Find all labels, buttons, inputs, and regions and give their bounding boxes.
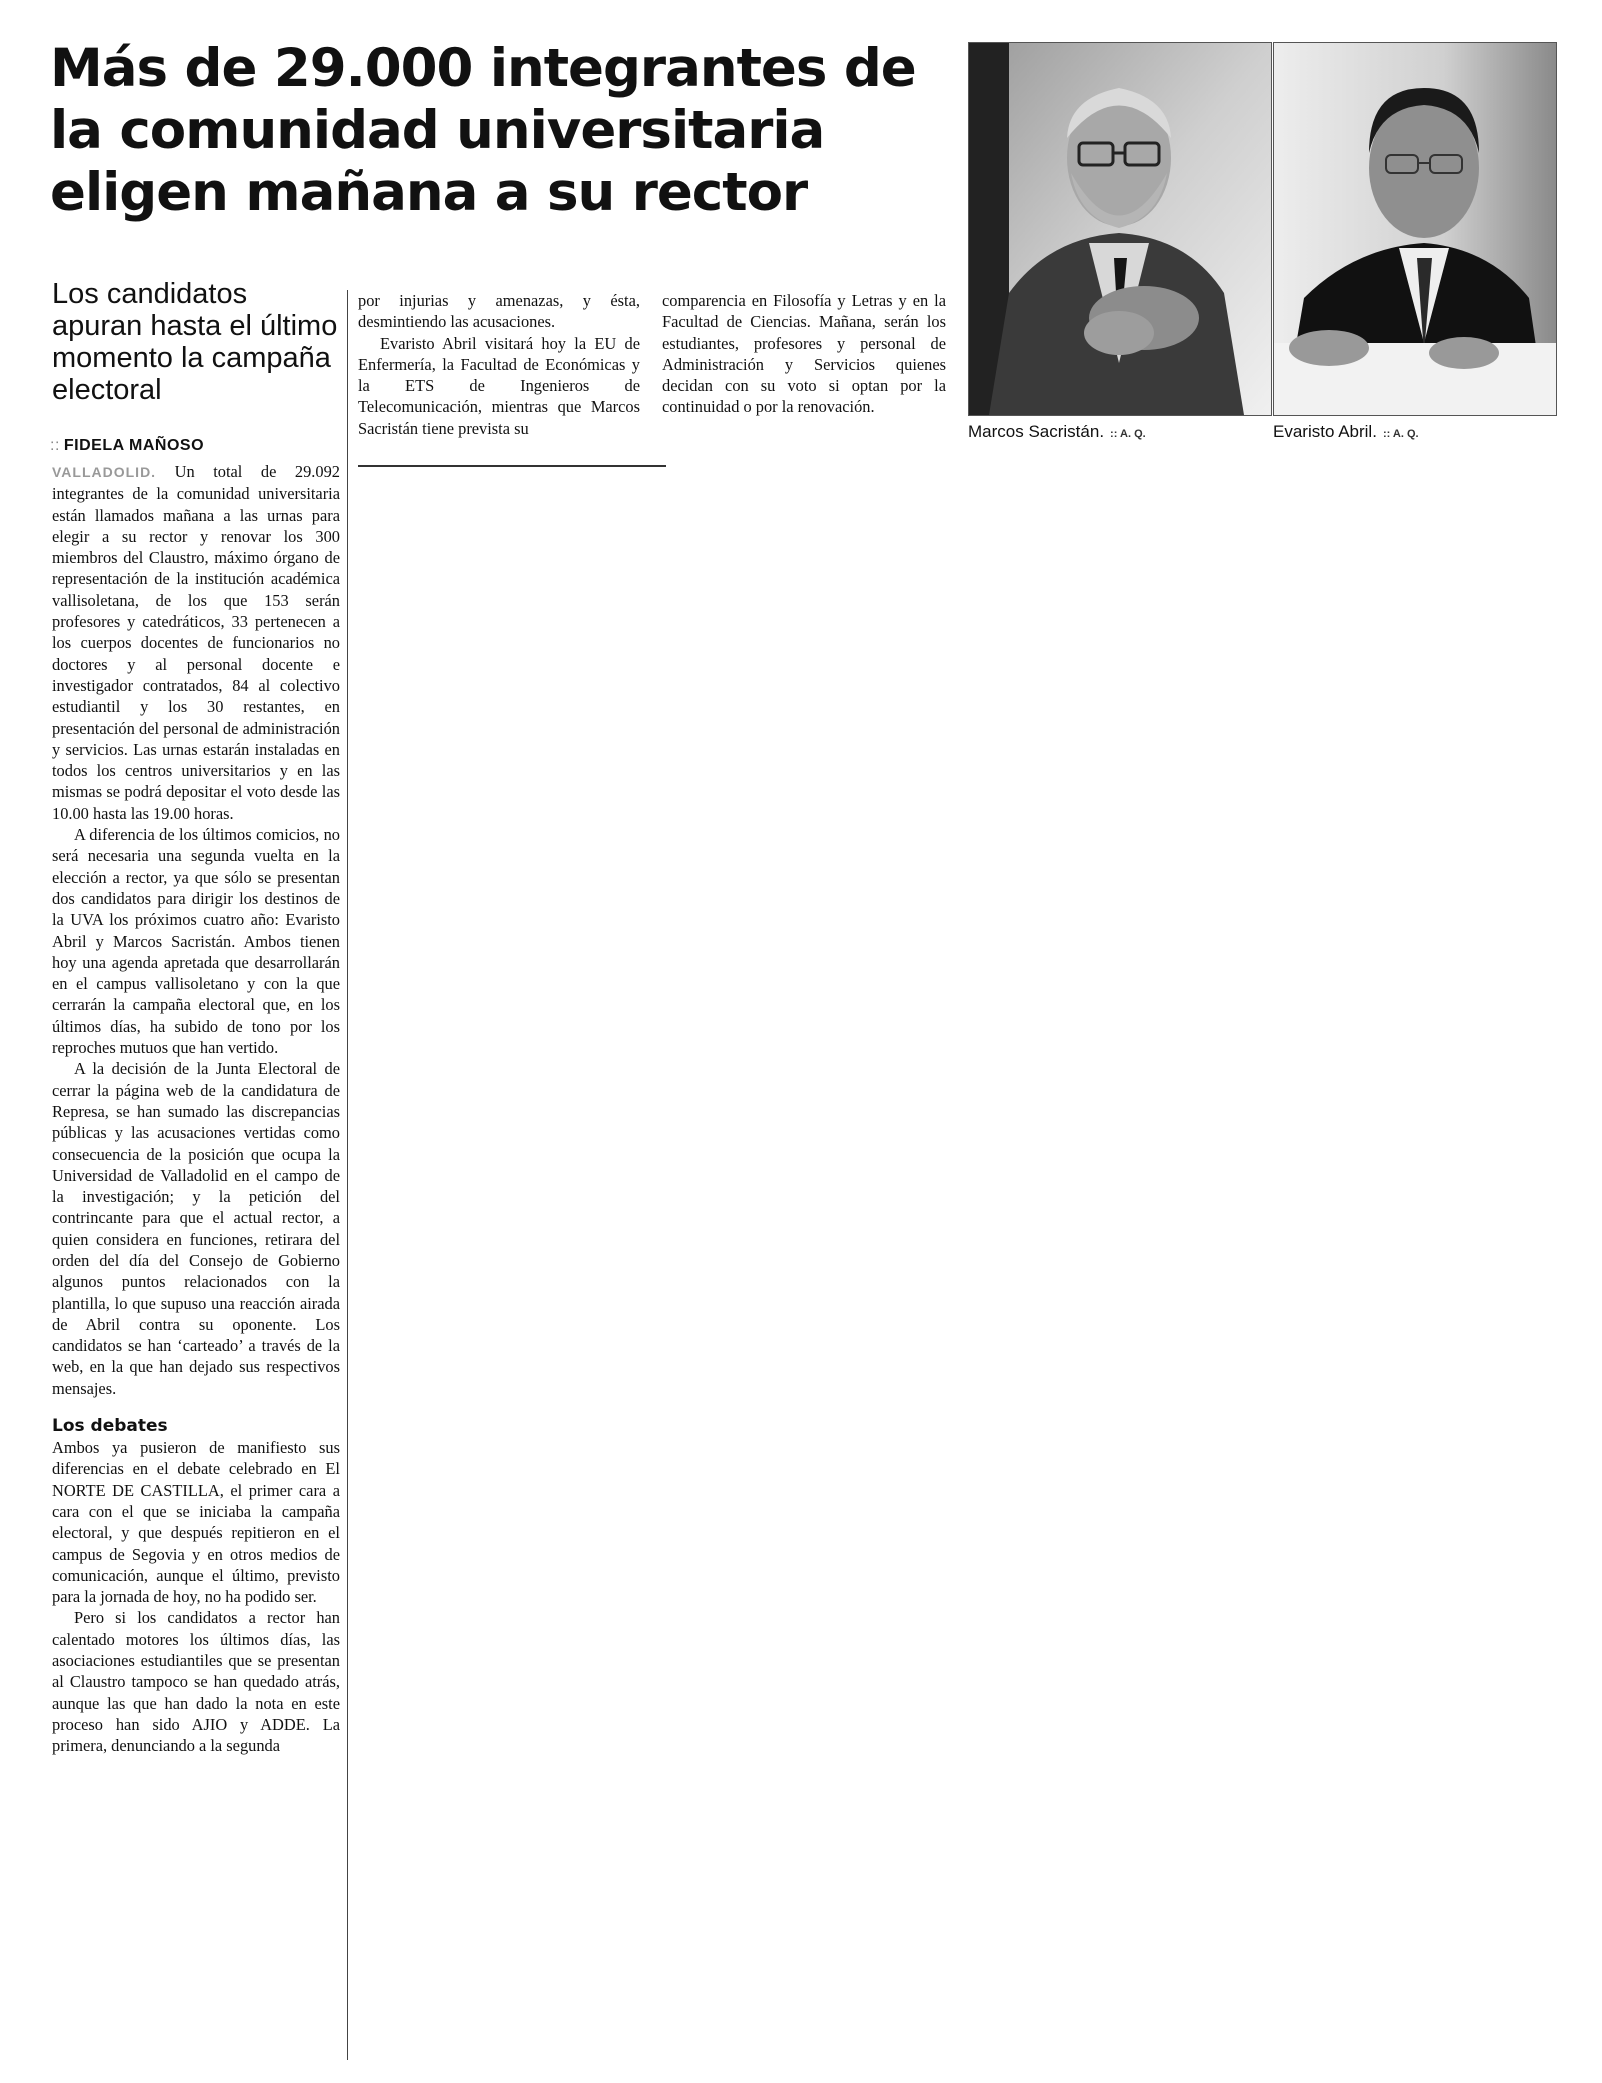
headline: Más de 29.000 integrantes de la comunidad universitaria eligen mañana a su rector (50, 38, 916, 223)
photo-evaristo-abril (1273, 42, 1557, 416)
photo-marcos-sacristan (968, 42, 1272, 416)
paragraph-1 (52, 461, 340, 824)
subheadline: Los candidatos apuran hasta el último momento la campaña electoral (52, 278, 338, 406)
paragraph-1-text: Un total de 29.092 integrantes de la comunidad universitaria están llamados mañana a las urnas para elegir a su rector y renovar los 300 miembros del Claustro, máximo órgano de representación de la institución académica vallisoletana, de los que 153 serán profesores y catedráticos, 33 pertenecen a los cuerpos docentes de funcionarios no doctores y al personal docente e investigador contratados, 84 al colectivo estudiantil y los 30 restantes, en presentación del personal de administración y servicios. Las urnas estarán instaladas en todos los centros universitarios y en las mismas se podrá depositar el voto desde las 10.00 hasta las 19.00 horas. (52, 462, 340, 823)
column-divider (347, 290, 348, 2060)
photo-credit: :: A. Q. (1382, 428, 1419, 440)
article-column-3 (662, 290, 946, 418)
photo-credit: :: A. Q. (1110, 428, 1146, 440)
article-column-1 (52, 461, 340, 1757)
byline-author: FIDELA MAÑOSO (63, 437, 205, 454)
paragraph-4: Ambos ya pusieron de manifiesto sus diferencias en el debate celebrado en El NORTE DE CASTILLA, el primer cara a cara con el que se iniciaba la campaña electoral, y que después repitieron en el campus de Segovia y en otros medios de comunicación, aunque el último, previsto para la jornada de hoy, no ha podido ser. (52, 1438, 340, 1607)
caption-text: Evaristo Abril. (1273, 422, 1377, 441)
paragraph-3: A la decisión de la Junta Electoral de cerrar la página web de la candidatura de Represa, se han sumado las discrepancias públicas y las acusaciones vertidas como consecuencia de la posición que ocupa la Universidad de Valladolid en el campo de la investigación; y la petición del contrincante para que el actual rector, a quien considera en funciones, retirara del orden del día del Consejo de Gobierno algunos puntos relacionados con la plantilla, lo que supuso una reacción airada de Abril contra su oponente. Los candidatos se han ‘carteado’ a través de la web, en la que han dejado sus respectivos mensajes. (52, 1059, 340, 1398)
paragraph-2: A diferencia de los últimos comicios, no será necesaria una segunda vuelta en la elección a rector, ya que sólo se presentan dos candidatos para dirigir los destinos de la UVA los próximos cuatro año: Evaristo Abril y Marcos Sacristán. Ambos tienen hoy una agenda apretada que desarrollarán en el campus vallisoletano y con la que cerrarán la campaña electoral que, en los últimos días, ha subido de tono por los reproches mutuos que han vertido. (52, 825, 340, 1058)
paragraph-5: Pero si los candidatos a rector han calentado motores los últimos días, las asociaciones estudiantiles que se presentan al Claustro tampoco se han quedado atrás, aunque las que han dado la nota en este proceso han sido AJIO y ADDE. La primera, denunciando a la segunda (52, 1608, 340, 1756)
byline-marker: :: (50, 437, 60, 454)
caption-text: Marcos Sacristán. (968, 422, 1105, 441)
dateline: VALLADOLID. (52, 464, 157, 480)
paragraph-7: Evaristo Abril visitará hoy la EU de Enfermería, la Facultad de Económicas y la ETS de Ingenieros de Telecomunicación, mientras que Marcos Sacristán tiene prevista su (358, 333, 640, 438)
paragraph-6: por injurias y amenazas, y ésta, desmintiendo las acusaciones. (358, 291, 640, 332)
portrait-image (1274, 43, 1556, 415)
photo-caption-1 (968, 422, 1146, 442)
paragraph-8: comparencia en Filosofía y Letras y en la Facultad de Ciencias. Mañana, serán los estudiantes, profesores y personal de Administración y Servicios quienes decidan con su voto si optan por la continuidad o por la renovación. (662, 291, 946, 417)
byline (50, 437, 350, 455)
photo-caption-2 (1273, 422, 1419, 442)
article-column-2 (358, 290, 640, 439)
section-heading: Los debates (52, 1416, 168, 1437)
portrait-image (969, 43, 1271, 415)
article-end-rule (358, 465, 666, 467)
